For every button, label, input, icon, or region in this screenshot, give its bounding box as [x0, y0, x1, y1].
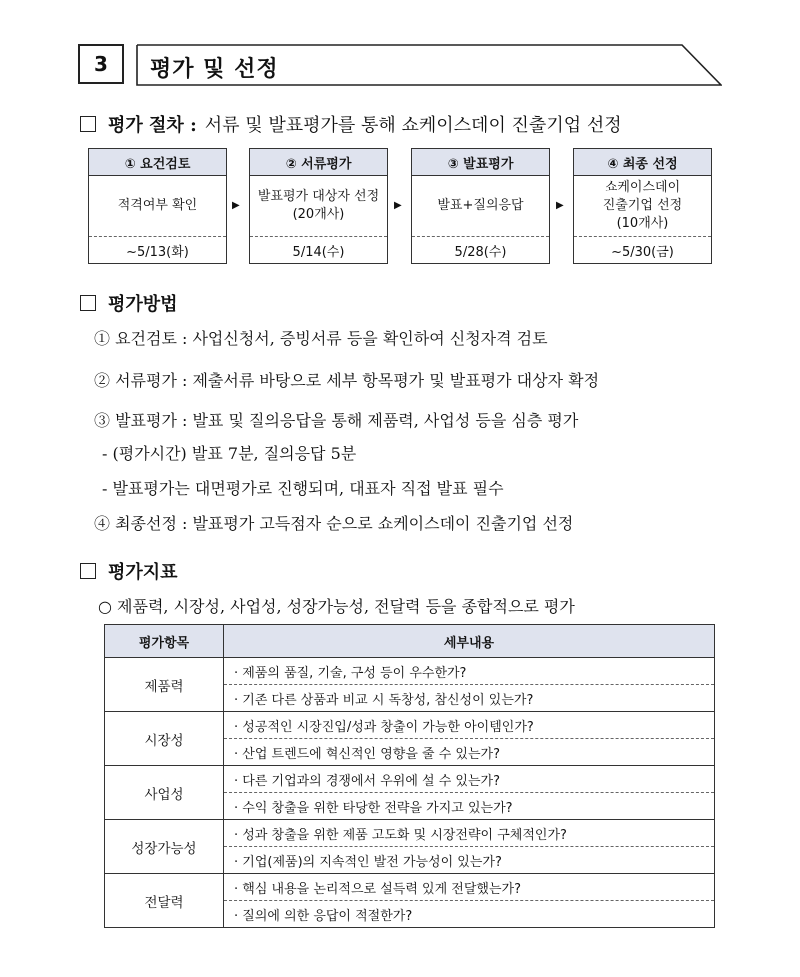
section-title-box — [136, 44, 722, 86]
procedure-text: 서류 및 발표평가를 통해 쇼케이스데이 진출기업 선정 — [204, 115, 622, 136]
checkbox-square-icon — [80, 563, 96, 579]
step-body: 발표+질의응답 — [412, 176, 549, 237]
category-cell: 전달력 — [105, 874, 224, 928]
category-cell: 시장성 — [105, 712, 224, 766]
detail-cell: · 핵심 내용을 논리적으로 설득력 있게 전달했는가? — [224, 874, 715, 901]
table-row — [105, 712, 715, 739]
detail-cell: · 성공적인 시장진입/성과 창출이 가능한 아이템인가? — [224, 712, 715, 739]
process-step — [249, 148, 388, 264]
table-header: 평가항목 — [105, 625, 224, 658]
step-title: ④ 최종 선정 — [574, 149, 711, 176]
step-date: ~5/13(화) — [126, 244, 189, 260]
detail-cell: · 제품의 품질, 기술, 구성 등이 우수한가? — [224, 658, 715, 685]
table-row — [105, 766, 715, 793]
table-row — [105, 874, 715, 901]
step-arrow-icon: ▶ — [232, 200, 240, 211]
method-item: ② 서류평가 : 제출서류 바탕으로 세부 항목평가 및 발표평가 대상자 확정 — [94, 371, 600, 390]
evaluation-table — [104, 624, 715, 928]
table-header: 세부내용 — [224, 625, 715, 658]
section-title: 평가 및 선정 — [150, 57, 279, 82]
step-arrow-icon: ▶ — [394, 200, 402, 211]
method-subitem: - 발표평가는 대면평가로 진행되며, 대표자 직접 발표 필수 — [102, 479, 504, 498]
process-step — [573, 148, 712, 264]
step-body: 적격여부 확인 — [89, 176, 226, 237]
step-title: ② 서류평가 — [250, 149, 387, 176]
indicators-heading — [80, 558, 178, 584]
table-row — [105, 658, 715, 685]
detail-cell: · 성과 창출을 위한 제품 고도화 및 시장전략이 구체적인가? — [224, 820, 715, 847]
category-cell: 성장가능성 — [105, 820, 224, 874]
step-arrow-icon: ▶ — [556, 200, 564, 211]
method-item: ③ 발표평가 : 발표 및 질의응답을 통해 제품력, 사업성 등을 심층 평가 — [94, 411, 579, 430]
detail-cell: · 다른 기업과의 경쟁에서 우위에 설 수 있는가? — [224, 766, 715, 793]
table-row — [105, 820, 715, 847]
method-item: ① 요건검토 : 사업신청서, 증빙서류 등을 확인하여 신청자격 검토 — [94, 329, 548, 348]
method-subitem: - (평가시간) 발표 7분, 질의응답 5분 — [102, 444, 357, 463]
step-body: 발표평가 대상자 선정 (20개사) — [250, 176, 387, 237]
procedure-label: 평가 절차 : — [108, 115, 197, 136]
checkbox-square-icon — [80, 295, 96, 311]
method-item: ④ 최종선정 : 발표평가 고득점자 순으로 쇼케이스데이 진출기업 선정 — [94, 514, 574, 533]
step-date: 5/28(수) — [454, 244, 507, 260]
indicators-summary: ○ 제품력, 시장성, 사업성, 성장가능성, 전달력 등을 종합적으로 평가 — [98, 597, 575, 616]
process-step — [88, 148, 227, 264]
step-title: ① 요건검토 — [89, 149, 226, 176]
procedure-heading — [80, 111, 622, 137]
method-heading-label: 평가방법 — [108, 294, 178, 315]
step-title: ③ 발표평가 — [412, 149, 549, 176]
checkbox-square-icon — [80, 116, 96, 132]
detail-cell: · 기업(제품)의 지속적인 발전 가능성이 있는가? — [224, 847, 715, 874]
detail-cell: · 기존 다른 상품과 비교 시 독창성, 참신성이 있는가? — [224, 685, 715, 712]
section-number-box — [78, 44, 124, 84]
detail-cell: · 질의에 의한 응답이 적절한가? — [224, 901, 715, 928]
detail-cell: · 산업 트렌드에 혁신적인 영향을 줄 수 있는가? — [224, 739, 715, 766]
category-cell: 제품력 — [105, 658, 224, 712]
table-header-row — [105, 625, 715, 658]
process-step — [411, 148, 550, 264]
step-date: ~5/30(금) — [611, 244, 674, 260]
detail-cell: · 수익 창출을 위한 타당한 전략을 가지고 있는가? — [224, 793, 715, 820]
method-heading — [80, 290, 178, 316]
indicators-heading-label: 평가지표 — [108, 562, 178, 583]
section-number: 3 — [94, 52, 108, 76]
step-date: 5/14(수) — [292, 244, 345, 260]
step-body: 쇼케이스데이 진출기업 선정 (10개사) — [574, 176, 711, 237]
category-cell: 사업성 — [105, 766, 224, 820]
